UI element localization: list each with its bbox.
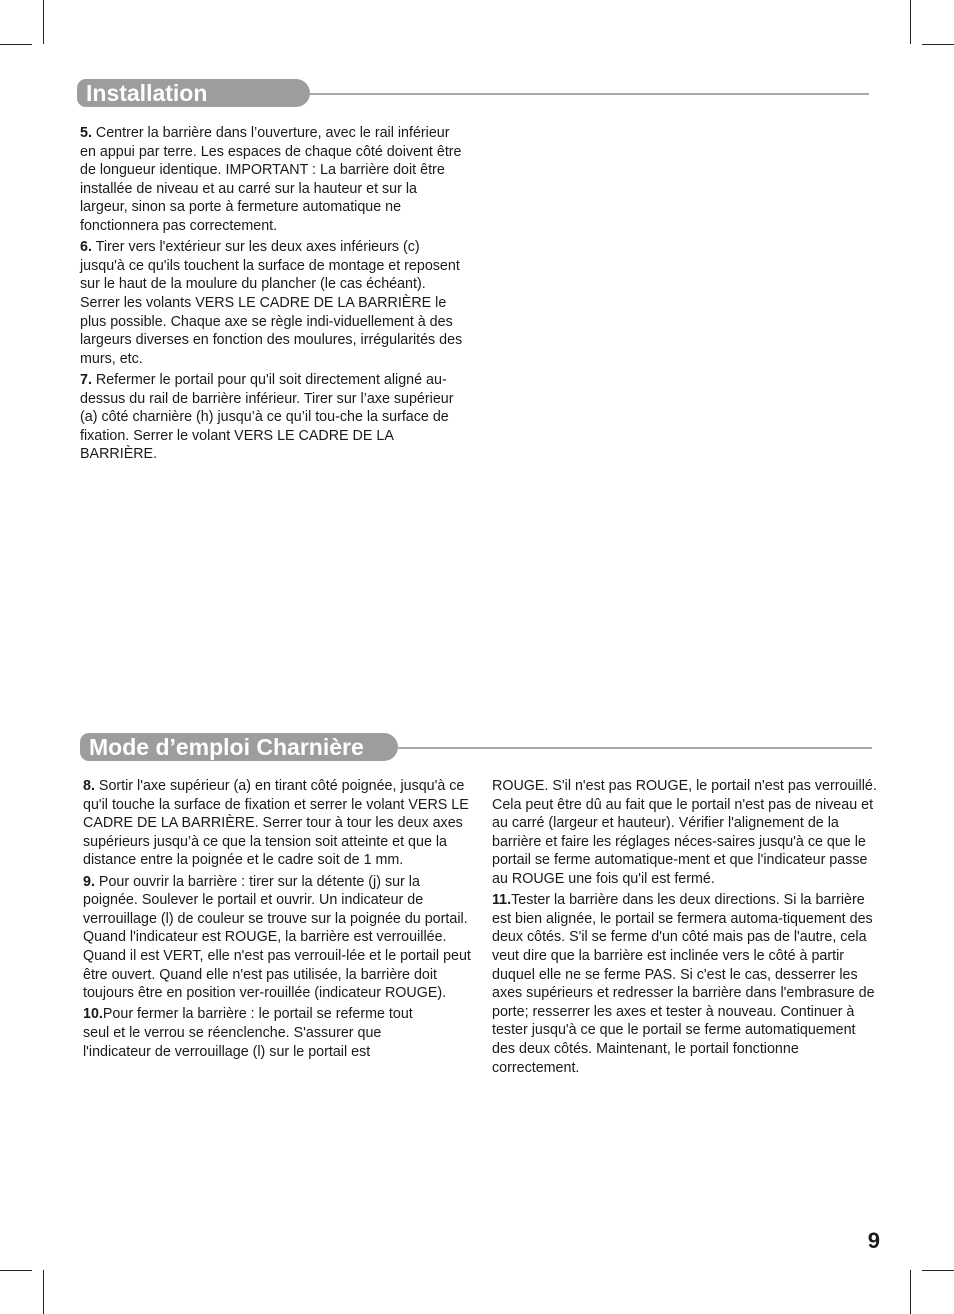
mode-emploi-rule — [398, 747, 872, 749]
crop-mark-top-left-h — [0, 44, 32, 45]
crop-mark-bottom-right — [910, 1270, 911, 1314]
mode-emploi-left-column — [83, 777, 471, 1064]
step-5: 5. Centrer la barrière dans l’ouverture, avec le rail inférieur en appui par terre. Les espaces de chaque côté doivent être de longueur identique. IMPORTANT : La barrière doit être installée de niveau et au carré sur la hauteur et sur la largeur, sinon sa porte à fermeture automatique ne fonctionnera pas correctement. — [80, 125, 462, 234]
crop-mark-top-right — [910, 0, 911, 44]
crop-mark-bottom-left — [43, 1270, 44, 1314]
step-7: 7. Refermer le portail pour qu'il soit directement aligné au-dessus du rail de barrière inférieur. Tirer sur l’axe supérieur (a) côté charnière (h) jusqu’à ce qu’il tou-che la surface de fixation. Serrer le volant VERS LE CADRE DE LA BARRIÈRE. — [80, 371, 454, 463]
installation-steps — [80, 124, 466, 466]
step-9: 9. Pour ouvrir la barrière : tirer sur la détente (j) sur la poignée. Soulever le portail et ouvrir. Un indicateur de verrouillage (l) de couleur se trouve sur la poignée du portail. Quand l'indicateur est ROUGE, la barrière est verrouillée. Quand il est VERT, elle n'est pas verrouil-lée et le portail peut être ouvert. Quand elle n'est pas utilisée, la barrière doit toujours être en position ver-rouillée (indicateur ROUGE). — [83, 873, 471, 1002]
crop-mark-top-left — [43, 0, 44, 44]
crop-mark-top-right-h — [922, 44, 954, 45]
crop-mark-bottom-right-h — [922, 1270, 954, 1271]
step-11: 11.Tester la barrière dans les deux directions. Si la barrière est bien alignée, le portail se fermera automa-tiquement des deux côtés. S'il se ferme d'un côté mais pas de l'autre, cela veut dire que la barrière est inclinée vers le côté à partir duquel elle ne se ferme PAS. Si c'est le cas, desserrer les axes supérieurs et redresser la barrière dans l'embrasure de porte; resserrer les axes et tester à nouveau. Continuer à tester jusqu'à ce que le portail se ferme automatiquement des deux côtés. Maintenant, le portail fonctionne correctement. — [492, 892, 875, 1076]
crop-mark-bottom-left-h — [0, 1270, 32, 1271]
page-number: 9 — [867, 1228, 880, 1253]
mode-emploi-header — [80, 733, 872, 763]
step-6: 6. Tirer vers l'extérieur sur les deux axes inférieurs (c) jusqu'à ce qu'ils touchent la surface de montage et reposent sur le haut de la moulure du plancher (le cas échéant). Serrer les volants VERS LE CADRE DE LA BARRIÈRE le plus possible. Chaque axe se règle indi-viduellement à des largeurs diverses en fonction des moulures, irrégularités des murs, etc. — [80, 239, 463, 367]
step-10: 10.Pour fermer la barrière : le portail se referme tout seul et le verrou se réenclenche. S'assurer que l'indicateur de verrouillage (l) sur le portail est — [83, 1006, 413, 1060]
mode-emploi-title: Mode d’emploi Charnière — [80, 733, 398, 761]
installation-rule — [310, 93, 869, 95]
installation-title: Installation — [77, 79, 310, 107]
mode-emploi-right-column — [492, 777, 882, 1080]
step-8: 8. Sortir l'axe supérieur (a) en tirant côté poignée, jusqu'à ce qu'il touche la surface de fixation et serrer le volant VERS LE CADRE DE LA BARRIÈRE. Serrer tour à tour les deux axes supérieurs jusqu’à ce que la tension soit atteinte et que la distance entre la poignée et le cadre soit de 1 mm. — [83, 778, 469, 869]
installation-header — [77, 79, 869, 109]
step-10-continued: ROUGE. S'il n'est pas ROUGE, le portail n'est pas verrouillé. Cela peut être dû au fait que le portail n'est pas de niveau et au carré (largeur et hauteur). Vérifier l'alignement de la barrière et faire les réglages néces-saires jusqu'à ce que le portail se ferme automatique-ment et que l'indicateur passe au ROUGE une fois qu'il est fermé. — [492, 778, 877, 887]
